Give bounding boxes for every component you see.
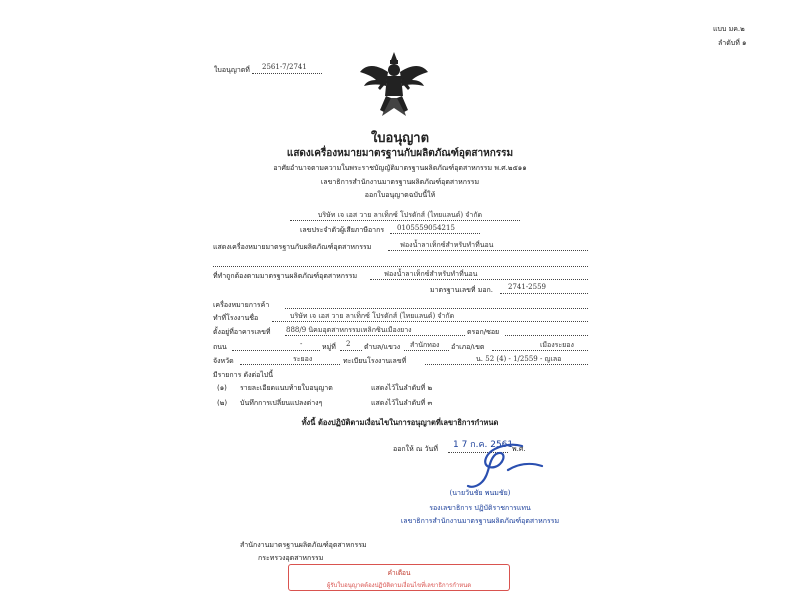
office-line1: สำนักงานมาตรฐานผลิตภัณฑ์อุตสาหกรรม xyxy=(240,541,367,549)
issued-suffix: พ.ศ. xyxy=(512,445,526,453)
mark-product-value: ฟองน้ำลาเท็กซ์สำหรับทำที่นอน xyxy=(400,241,494,249)
detail-note: แสดงไว้ในลำดับที่ ๓ xyxy=(371,399,433,407)
form-id-line1: แบบ มค.๒ xyxy=(713,25,745,33)
permit-no-value: 2561-7/2741 xyxy=(262,63,307,71)
address-tambon-value: สำนักทอง xyxy=(410,341,440,349)
form-id-line2: ลำดับที่ ๑ xyxy=(718,39,747,47)
address-province-value: ระยอง xyxy=(293,355,313,363)
address-road-label: ถนน xyxy=(213,343,227,351)
address-no-label: ตั้งอยู่ที่อาคารเลขที่ xyxy=(213,328,271,336)
conditions-text: ทั้งนี้ ต้องปฏิบัติตามเงื่อนไขในการอนุญาตที่เลขาธิการกำหนด xyxy=(301,418,499,427)
address-tambon-label: ตำบล/แขวง xyxy=(364,343,401,351)
signatory-title1: รองเลขาธิการ ปฏิบัติราชการแทน xyxy=(429,504,531,512)
page-title: ใบอนุญาต xyxy=(370,131,430,146)
detail-num: (๑) xyxy=(217,384,227,392)
std-no-value: 2741-2559 xyxy=(508,283,546,291)
address-no-value: 888/9 นิคมอุตสาหกรรมเหลิกซินเมืองยาง xyxy=(286,326,412,334)
office-line2: กระทรวงอุตสาหกรรม xyxy=(258,554,324,562)
std-no-label: มาตรฐานเลขที่ มอก. xyxy=(430,286,494,294)
std-product-value: ฟองน้ำลาเท็กซ์สำหรับทำที่นอน xyxy=(384,270,478,278)
address-road-value: - xyxy=(300,340,303,348)
address-province-label: จังหวัด xyxy=(213,357,234,365)
detail-text: รายละเอียดแนบท้ายใบอนุญาต xyxy=(240,384,333,392)
address-moo-value: 2 xyxy=(346,340,351,348)
address-amphoe-value: เมืองระยอง xyxy=(540,341,574,349)
address-regno-value: น. 52 (4) - 1/2559 - ญเลอ xyxy=(476,355,562,363)
taxpayer-value: 0105559054215 xyxy=(397,224,455,232)
warning-text: ผู้รับใบอนุญาตต้องปฏิบัติตามเงื่อนไขที่เลขาธิการกำหนด xyxy=(326,582,472,589)
address-moo-label: หมู่ที่ xyxy=(322,343,336,351)
factory-label: ทำที่โรงงานชื่อ xyxy=(213,314,259,322)
detail-text: บันทึกการเปลี่ยนแปลงต่างๆ xyxy=(240,399,323,407)
subtitle: แสดงเครื่องหมายมาตรฐานกับผลิตภัณฑ์อุตสาหกรรม xyxy=(286,148,514,159)
signatory-title2: เลขาธิการสำนักงานมาตรฐานผลิตภัณฑ์อุตสาหกรรม xyxy=(400,517,560,525)
std-product-label: ที่ทำถูกต้องตามมาตรฐานผลิตภัณฑ์อุตสาหกรรม xyxy=(213,272,358,280)
address-amphoe-label: อำเภอ/เขต xyxy=(451,343,485,351)
taxpayer-label: เลขประจำตัวผู้เสียภาษีอากร xyxy=(300,226,385,234)
issued-prefix: ออกให้ ณ วันที่ xyxy=(393,445,438,453)
company-name: บริษัท เจ เอส วาย ลาเท็กซ์ โปรดักส์ (ไทยแลนด์) จำกัด xyxy=(317,211,483,219)
signatory-name: (นายวันชัย พนมชัย) xyxy=(449,489,511,497)
authority-line1: อาศัยอำนาจตามความในพระราชบัญญัติมาตรฐานผลิตภัณฑ์อุตสาหกรรม พ.ศ.๒๕๑๑ xyxy=(273,164,527,172)
details-header: มีรายการ ดังต่อไปนี้ xyxy=(213,371,274,379)
trademark-label: เครื่องหมายการค้า xyxy=(213,301,270,309)
mark-product-label: แสดงเครื่องหมายมาตรฐานกับผลิตภัณฑ์อุตสาหกรรม xyxy=(213,243,372,251)
authority-line3: ออกใบอนุญาตฉบับนี้ให้ xyxy=(364,191,436,199)
garuda-emblem-icon xyxy=(358,50,430,120)
permit-no-label: ใบอนุญาตที่ xyxy=(214,66,250,74)
warning-title: คำเตือน xyxy=(387,569,411,577)
address-regno-label: ทะเบียนโรงงานเลขที่ xyxy=(343,357,407,365)
detail-num: (๒) xyxy=(217,399,228,407)
issued-date-value: 1 7 ก.ค. 2561 xyxy=(453,440,514,450)
factory-value: บริษัท เจ เอส วาย ลาเท็กซ์ โปรดักส์ (ไทยแลนด์) จำกัด xyxy=(290,312,455,320)
detail-note: แสดงไว้ในลำดับที่ ๒ xyxy=(371,384,433,392)
address-soi-label: ตรอก/ซอย xyxy=(467,328,500,336)
warning-box xyxy=(288,564,510,591)
authority-line2: เลขาธิการสำนักงานมาตรฐานผลิตภัณฑ์อุตสาหกรรม xyxy=(320,178,480,186)
